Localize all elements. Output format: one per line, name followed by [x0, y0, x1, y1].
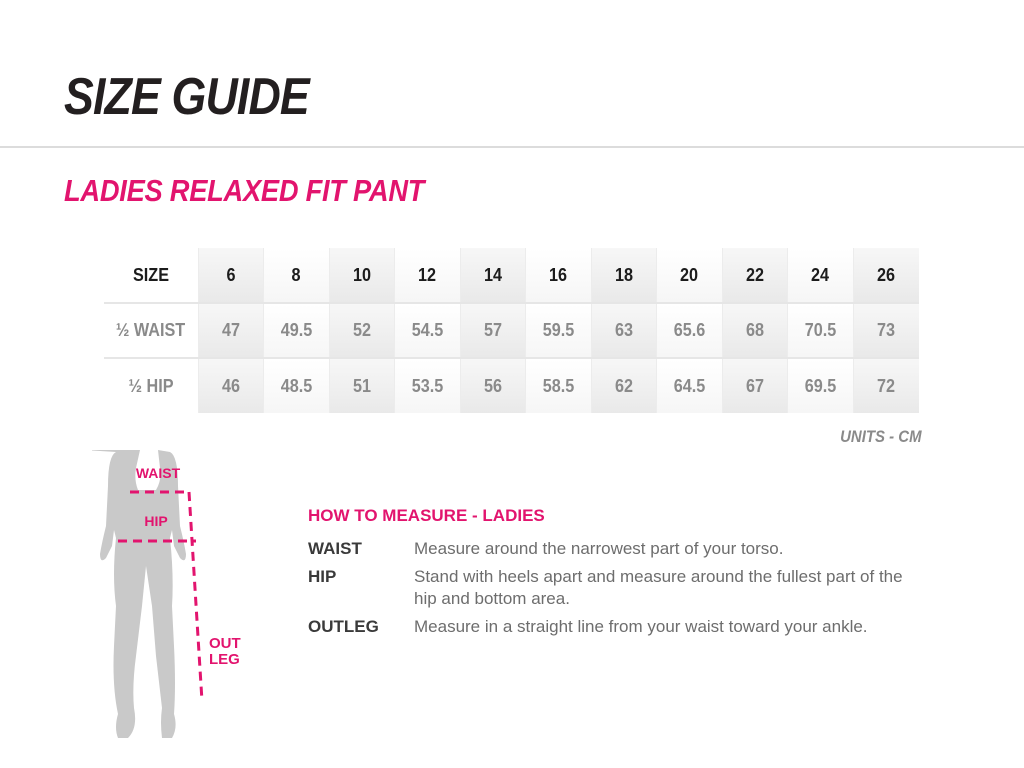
row-label-hip: ½ HIP — [104, 358, 198, 413]
page-title: SIZE GUIDE — [64, 68, 309, 126]
table-cell: 69.5 — [788, 358, 854, 413]
size-header-cell: 14 — [460, 248, 526, 303]
table-cell: 63 — [591, 303, 657, 358]
table-row-hip — [104, 358, 919, 413]
measure-item-outleg — [308, 616, 928, 638]
row-label-waist: ½ WAIST — [104, 303, 198, 358]
measure-item-waist — [308, 538, 928, 560]
size-header-cell: 10 — [329, 248, 395, 303]
table-cell: 52 — [329, 303, 395, 358]
table-cell: 65.6 — [657, 303, 723, 358]
measure-description: Measure in a straight line from your waist toward your ankle. — [414, 617, 868, 636]
table-cell: 68 — [722, 303, 788, 358]
measure-label: WAIST — [308, 539, 362, 558]
table-cell: 51 — [329, 358, 395, 413]
measure-item-hip — [308, 566, 928, 610]
measure-label: HIP — [308, 567, 337, 586]
size-header-cell: 22 — [722, 248, 788, 303]
table-cell: 56 — [460, 358, 526, 413]
table-cell: 67 — [722, 358, 788, 413]
measure-label: OUTLEG — [308, 617, 379, 636]
product-title: LADIES RELAXED FIT PANT — [64, 173, 425, 208]
size-header-cell: 16 — [526, 248, 592, 303]
outleg-figure-label-2: LEG — [209, 651, 240, 668]
table-cell: 73 — [853, 303, 919, 358]
table-cell: 48.5 — [264, 358, 330, 413]
size-header-cell: 24 — [788, 248, 854, 303]
header-divider — [0, 146, 1024, 148]
size-header-cell: 8 — [264, 248, 330, 303]
size-header-label: SIZE — [132, 264, 169, 285]
body-measurement-figure — [92, 446, 262, 746]
table-cell: 54.5 — [395, 303, 461, 358]
how-to-measure-list — [308, 538, 928, 644]
table-cell: 72 — [853, 358, 919, 413]
table-cell: 53.5 — [395, 358, 461, 413]
table-cell: 57 — [460, 303, 526, 358]
how-to-measure-title: HOW TO MEASURE - LADIES — [308, 506, 545, 525]
measure-description: Stand with heels apart and measure around the fullest part of the hip and bottom area. — [414, 567, 903, 608]
waist-figure-label: WAIST — [135, 465, 181, 481]
table-cell: 70.5 — [788, 303, 854, 358]
outleg-figure-label-1: OUT — [209, 635, 241, 652]
size-header-cell: 12 — [395, 248, 461, 303]
body-silhouette-icon — [92, 446, 262, 746]
size-header-cell: 20 — [657, 248, 723, 303]
size-header-cell: 6 — [198, 248, 264, 303]
table-cell: 64.5 — [657, 358, 723, 413]
table-cell: 59.5 — [526, 303, 592, 358]
hip-figure-label: HIP — [144, 513, 168, 529]
size-header-cell: 26 — [853, 248, 919, 303]
table-row-waist — [104, 303, 919, 358]
table-cell: 62 — [591, 358, 657, 413]
measure-description: Measure around the narrowest part of your torso. — [414, 539, 784, 558]
table-cell: 58.5 — [526, 358, 592, 413]
size-table — [104, 248, 919, 413]
table-cell: 49.5 — [264, 303, 330, 358]
size-header-row — [104, 248, 919, 303]
units-label: UNITS - CM — [840, 427, 922, 446]
size-header-cell: 18 — [591, 248, 657, 303]
table-cell: 46 — [198, 358, 264, 413]
table-cell: 47 — [198, 303, 264, 358]
